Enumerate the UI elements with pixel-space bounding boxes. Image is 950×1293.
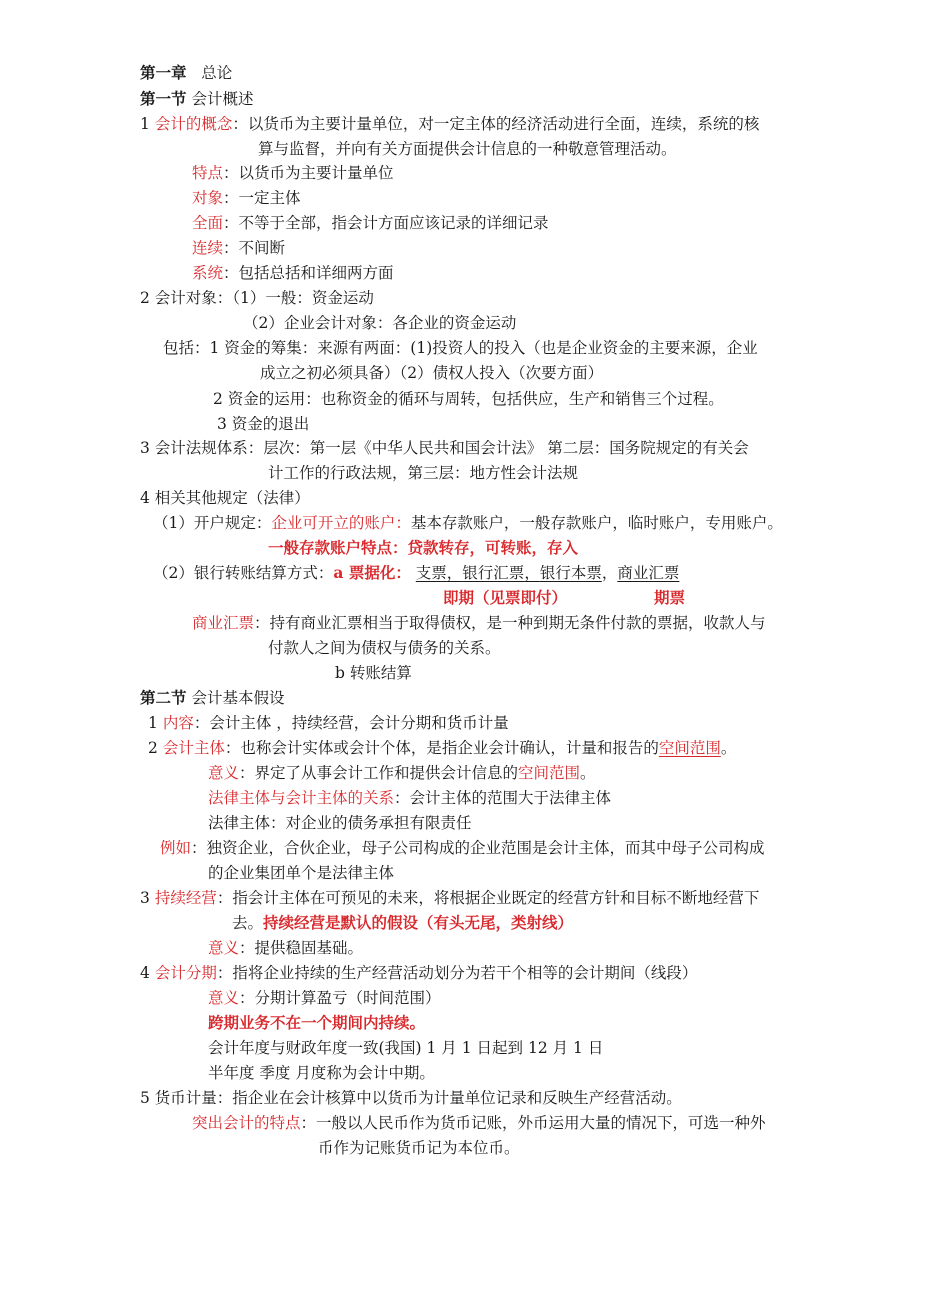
general-account-key: 一般存款账户特点：	[268, 538, 408, 557]
meaning-value: ：分期计算盈亏（时间范围）	[239, 989, 441, 1007]
section2-title: 会计基本假设	[191, 689, 285, 707]
entity-key: 会计主体	[162, 739, 225, 757]
other-rules-heading: 4 相关其他规定（法律）	[140, 489, 310, 507]
highlight-value: ：一般以人民币作为货币记账，外币运用大量的情况下，可选一种外	[300, 1114, 766, 1132]
chapter-title: 总论	[201, 64, 233, 82]
commercial-draft-line	[192, 613, 766, 633]
going-concern-note: 持续经营是默认的假设（有头无尾，类射线）	[263, 913, 574, 932]
includes-line-3: 2 资金的运用：也称资金的循环与周转，包括供应，生产和销售三个过程。	[213, 390, 724, 408]
going-concern-meaning	[208, 938, 363, 958]
periodization-meaning	[208, 988, 441, 1008]
cheque-term: 支票	[415, 564, 447, 582]
feature-item	[192, 188, 301, 208]
concept-line-2: 算与监督，并向有关方面提供会计信息的一种敬意管理活动。	[258, 140, 677, 158]
example-line	[160, 838, 765, 858]
feature-value: ：不等于全部，指会计方面应该记录的详细记录	[223, 214, 549, 232]
cashier-cheque-term: 银行本票	[539, 564, 602, 582]
going-concern-end: 去。	[232, 914, 264, 932]
feature-item	[192, 163, 394, 183]
sight-payment-label: 即期（见票即付）	[443, 588, 568, 607]
meaning-value: ：界定了从事会计工作和提供会计信息的	[239, 764, 519, 782]
relation-value: ：会计主体的范围大于法律主体	[394, 789, 612, 807]
feature-value: ：包括总括和详细两方面	[223, 264, 394, 282]
meaning-key: 意义	[208, 764, 240, 782]
section1-heading	[140, 89, 253, 109]
spatial-scope-term: 空间范围	[518, 764, 581, 782]
transfer-methods-prefix: （2）银行转账结算方式：	[153, 564, 334, 582]
concept-sep: ：	[232, 115, 248, 133]
chapter-number: 第一章	[140, 63, 187, 82]
item-index: 1	[148, 714, 158, 732]
section2-heading	[140, 688, 284, 708]
highlight-line-2: 币作为记账货币记为本位币。	[318, 1139, 520, 1157]
cross-period-note: 跨期业务不在一个期间内持续。	[208, 1013, 426, 1032]
section2-number: 第二节	[140, 688, 187, 707]
meaning-key: 意义	[208, 989, 240, 1007]
periodization-line	[140, 963, 697, 983]
feature-value: ：以货币为主要计量单位	[223, 164, 394, 182]
section1-number: 第一节	[140, 89, 187, 108]
account-rules-highlight: 企业可开立的账户：	[271, 514, 411, 532]
commercial-draft-term: 商业汇票	[617, 564, 680, 582]
feature-value: ：不间断	[223, 239, 286, 257]
includes-line-4: 3 资金的退出	[217, 415, 310, 433]
bank-draft-term: 银行汇票	[462, 564, 525, 582]
account-rules-line	[153, 513, 783, 533]
feature-key: 系统	[192, 264, 224, 282]
object-line-1: 2 会计对象：（1）一般：资金运动	[140, 289, 374, 307]
entity-end: 。	[720, 739, 737, 757]
meaning-end: 。	[580, 764, 596, 782]
feature-key: 特点	[192, 164, 224, 182]
highlight-key: 突出会计的特点	[192, 1114, 301, 1132]
commercial-draft-key: 商业汇票	[192, 614, 255, 632]
time-bill-label: 期票	[654, 588, 686, 607]
going-concern-line	[140, 888, 759, 908]
highlight-line	[192, 1113, 766, 1133]
feature-key: 连续	[192, 239, 224, 257]
example-line-2: 的企业集团单个是法律主体	[208, 864, 395, 882]
transfer-methods-line	[153, 563, 679, 583]
feature-item	[192, 238, 285, 258]
concept-label: 会计的概念	[154, 115, 233, 133]
item-index: 4	[140, 964, 150, 982]
term-sep: ，	[524, 564, 540, 582]
feature-item	[192, 263, 394, 283]
feature-key: 对象	[192, 189, 224, 207]
commercial-draft-line-2: 付款人之间为债权与债务的关系。	[268, 639, 501, 657]
example-key: 例如	[160, 839, 192, 857]
chapter-heading	[140, 63, 232, 83]
meaning-value: ：提供稳固基础。	[239, 939, 364, 957]
content-line	[148, 713, 509, 733]
includes-line-2: 成立之初必须具备）（2）债权人投入（次要方面）	[260, 364, 604, 382]
relation-key: 法律主体与会计主体的关系	[208, 789, 395, 807]
periodization-value: ：指将企业持续的生产经营活动划分为若干个相等的会计期间（线段）	[216, 964, 698, 982]
concept-line	[140, 114, 759, 134]
account-rules-text: 基本存款账户，一般存款账户，临时账户，专用账户。	[410, 514, 783, 532]
item-index: 2	[148, 739, 158, 757]
item-index: 3	[140, 889, 150, 907]
entity-meaning-line	[208, 763, 596, 783]
monetary-measure-line: 5 货币计量：指企业在会计核算中以货币为计量单位记录和反映生产经营活动。	[140, 1089, 682, 1107]
entity-value: ：也称会计实体或会计个体，是指企业会计确认，计量和报告的	[224, 739, 659, 757]
meaning-key: 意义	[208, 939, 240, 957]
account-rules-prefix: （1）开户规定：	[153, 514, 272, 532]
term-sep: ，	[446, 564, 463, 582]
interim-period-line: 半年度 季度 月度称为会计中期。	[208, 1064, 435, 1082]
term-sep: ，	[601, 564, 618, 582]
going-concern-key: 持续经营	[154, 889, 217, 907]
concept-text-1: 以货币为主要计量单位，对一定主体的经济活动进行全面，连续，系统的核	[247, 115, 760, 133]
periodization-key: 会计分期	[154, 964, 217, 982]
commercial-draft-value: ：持有商业汇票相当于取得债权，是一种到期无条件付款的票据，收款人与	[254, 614, 766, 632]
content-key: 内容	[162, 714, 194, 732]
concept-index: 1	[140, 115, 150, 133]
legal-entity-line: 法律主体：对企业的债务承担有限责任	[208, 814, 472, 832]
content-value: ：会计主体 ，持续经营，会计分期和货币计量	[193, 714, 509, 732]
general-account-value: 贷款转存，可转账，存入	[407, 538, 579, 557]
going-concern-value: ：指会计主体在可预见的未来，将根据企业既定的经营方针和目标不断地经营下	[216, 889, 760, 907]
feature-value: ：一定主体	[223, 189, 301, 207]
fiscal-year-line: 会计年度与财政年度一致(我国) 1 月 1 日起到 12 月 1 日	[208, 1039, 604, 1057]
entity-line	[148, 738, 736, 758]
spatial-scope-term: 空间范围	[658, 739, 721, 757]
law-line-1: 3 会计法规体系：层次：第一层《中华人民共和国会计法》 第二层：国务院规定的有关会	[140, 439, 749, 457]
general-account-line	[268, 538, 578, 558]
bill-based-label: a 票据化：	[333, 563, 411, 582]
going-concern-line-2	[232, 913, 573, 933]
feature-item	[192, 213, 549, 233]
law-line-2: 计工作的行政法规，第三层：地方性会计法规	[268, 464, 579, 482]
section1-title: 会计概述	[191, 90, 254, 108]
transfer-settlement-line: b 转账结算	[335, 664, 412, 682]
object-line-2: （2）企业会计对象：各企业的资金运动	[243, 314, 517, 332]
relation-line	[208, 788, 611, 808]
feature-key: 全面	[192, 214, 224, 232]
example-value: ：独资企业，合伙企业，母子公司构成的企业范围是会计主体，而其中母子公司构成	[191, 839, 765, 857]
includes-line-1: 包括：1 资金的筹集：来源有两面：(1)投资人的投入（也是企业资金的主要来源，企业	[163, 339, 758, 357]
